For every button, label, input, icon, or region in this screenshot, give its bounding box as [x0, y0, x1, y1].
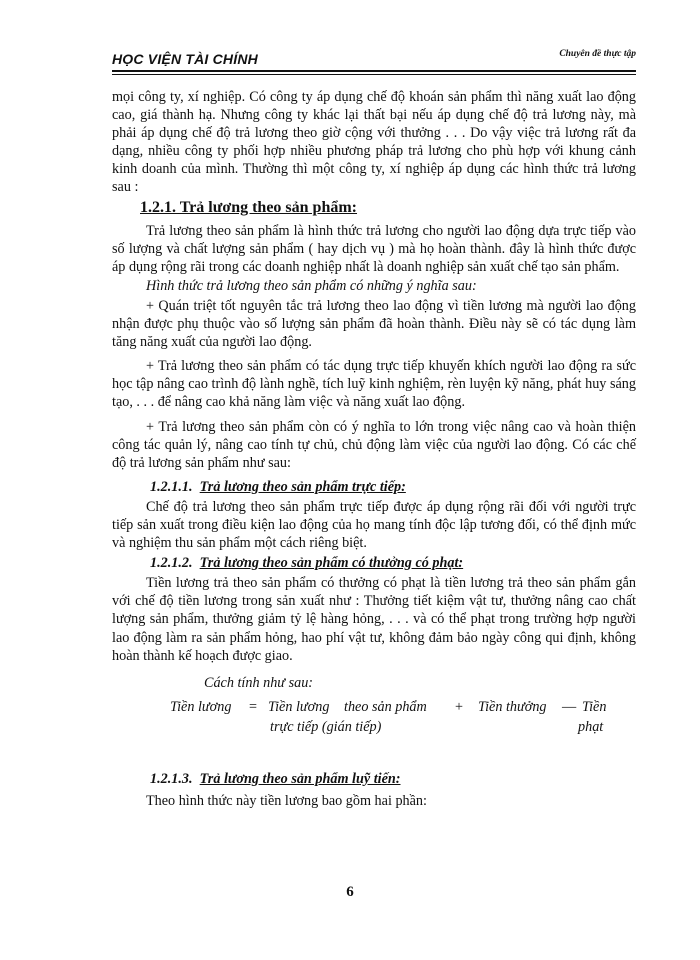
paragraph-significance-2: + Trả lương theo sản phẩm có tác dụng trực tiếp khuyến khích người lao động ra sức học tập nâng cao trình độ lành nghề, tích luỹ kinh nghiệm, rèn luyện kỹ năng, phát huy sáng tạo, . . . để nâng cao khả năng làm việc và năng xuất lao động.: [112, 358, 636, 411]
formula-term2: Tiền thưởng: [478, 698, 547, 715]
formula-intro: Cách tính như sau:: [204, 674, 314, 691]
header-document-type: Chuyên đề thực tập: [559, 49, 636, 59]
heading-1-2-1-2: 1.2.1.2. Trả lương theo sản phẩm có thưởng có phạt:: [150, 555, 464, 572]
paragraph-definition: Trả lương theo sản phẩm là hình thức trả lương cho người lao động dựa trực tiếp vào số lượng và chất lượng sản phẩm ( hay dịch vụ ) mà họ hoàn thành. đây là hình thức được áp dụng rộng rãi trong các doanh nghiệp nhất là doanh nghiệp sản xuất chế tạo sản phẩm.: [112, 222, 636, 275]
page-header: [112, 48, 636, 74]
paragraph-significance-intro: Hình thức trả lương theo sản phẩm có những ý nghĩa sau:: [146, 277, 477, 294]
formula-equals: =: [249, 698, 258, 715]
heading-1-2-1: 1.2.1. Trả lương theo sản phẩm:: [140, 198, 358, 216]
header-rule-thick: [112, 70, 636, 72]
paragraph-significance-1: + Quán triệt tốt nguyên tắc trả lương theo lao động vì tiền lương mà người lao động nhận được phụ thuộc vào số lượng sản phẩm đã hoàn thành. Điều này sẽ có tác dụng làm tăng năng xuất của người lao động.: [112, 297, 636, 351]
heading-1-2-1-3: 1.2.1.3. Trả lương theo sản phẩm luỹ tiến:: [150, 770, 401, 787]
header-rule-thin: [112, 74, 636, 75]
paragraph-progressive: Theo hình thức này tiền lương bao gồm hai phần:: [146, 792, 427, 809]
formula-term3-a: Tiền: [582, 698, 607, 715]
formula-term3-b: phạt: [578, 718, 604, 735]
formula-term1-c: trực tiếp (gián tiếp): [270, 718, 382, 735]
document-body: [112, 88, 636, 810]
paragraph-direct-product: Chế độ trả lương theo sản phẩm trực tiếp được áp dụng rộng rãi đối với người trực tiếp sản xuất trong điều kiện lao động của họ mang tính độc lập tương đối, có thể định mức và nghiệm thu sản phẩm một cách riêng biệt.: [112, 498, 636, 552]
wage-formula: [112, 696, 636, 766]
paragraph-intro: mọi công ty, xí nghiệp. Có công ty áp dụng chế độ khoán sản phẩm thì năng xuất lao động cao, giá thành hạ. Nhưng công ty khác lại thất bại nếu áp dụng chế độ trả lương này, mà phải áp dụng chế độ trả lương theo giờ cộng với thưởng . . . Do vậy việc trả lương rất đa dạng, nhiều công ty phối hợp nhiều phương pháp trả lương cho phù hợp với khung cảnh kinh doanh của mình. Thường thì một công ty, xí nghiệp áp dụng các hình thức trả lương sau :: [112, 89, 636, 196]
page-number: 6: [346, 884, 354, 900]
paragraph-bonus-penalty: Tiền lương trả theo sản phẩm có thưởng có phạt là tiền lương trả theo sản phẩm gắn với chế độ tiền lương trong sản xuất như : Thưởng tiết kiệm vật tư, thưởng nâng cao chất lượng sản phẩm, thưởng giảm tỷ lệ hàng hỏng, . . . và có thể phạt trong trường hợp người lao động làm ra sản phẩm hỏng, hao phí vật tư, không đảm bảo ngày công qui định, không hoàn thành kế hoạch được giao.: [112, 575, 636, 664]
formula-term1-a: Tiền lương: [268, 698, 330, 715]
formula-term1-b: theo sản phẩm: [344, 698, 427, 715]
heading-1-2-1-1: 1.2.1.1. Trả lương theo sản phẩm trực tiếp:: [150, 478, 406, 495]
header-institution: HỌC VIỆN TÀI CHÍNH: [112, 51, 258, 67]
formula-plus: +: [455, 698, 464, 715]
formula-minus: —: [562, 698, 577, 715]
paragraph-significance-3: + Trả lương theo sản phẩm còn có ý nghĩa to lớn trong việc nâng cao và hoàn thiện công tác quản lý, nâng cao tính tự chủ, chủ động làm việc của người lao động. Có các chế độ trả lương sản phẩm như sau:: [112, 418, 636, 471]
formula-lhs: Tiền lương: [170, 698, 232, 715]
